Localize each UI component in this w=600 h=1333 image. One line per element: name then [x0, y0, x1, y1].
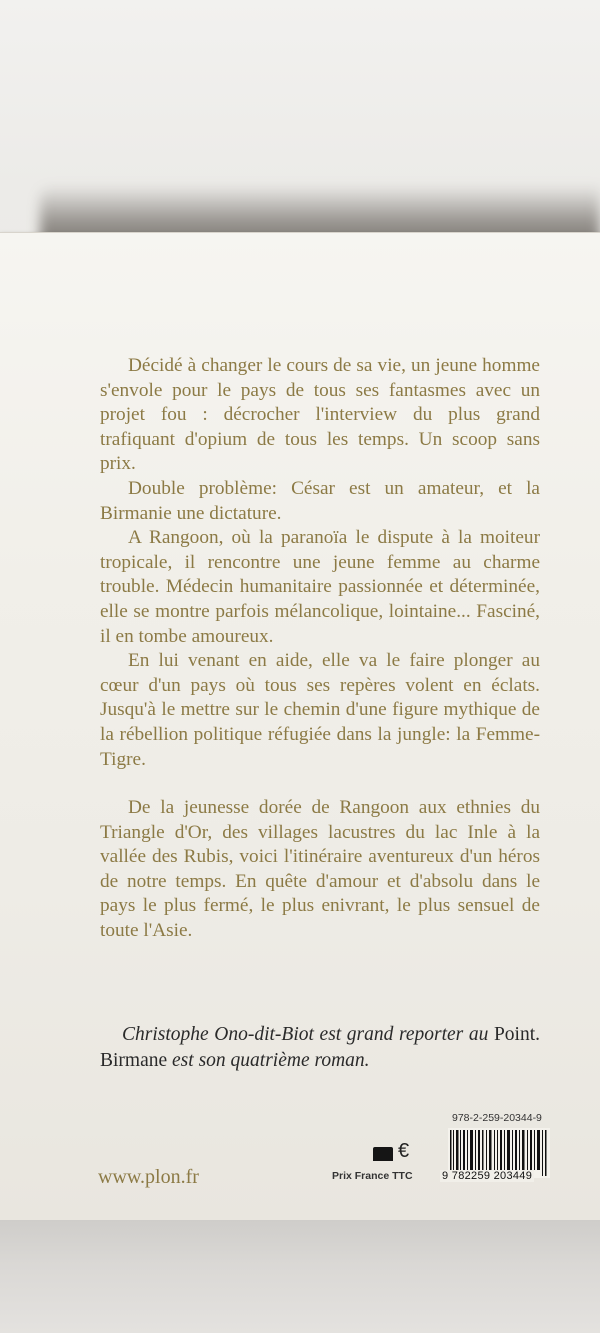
blurb-paragraph-1: Décidé à changer le cours de sa vie, un jeune homme s'envole pour le pays de tous ses fantasmes avec un projet fou : décrocher l'interview du plus grand trafiquant d'opium de tous les temps. Un scoop sans prix. [100, 355, 540, 475]
author-bio-paragraph [100, 1022, 540, 1073]
publication-name: Point [493, 1024, 536, 1045]
blurb-paragraph-2: Double problème: César est un amateur, et la Birmanie une dictature. [100, 477, 540, 524]
blurb-paragraph-4: En lui venant en aide, elle va le faire plonger au cœur d'un pays où tous ses repères volent en éclats. Jusqu'à le mettre sur le chemin d'une figure mythique de la rébellion politique réfugiée dans la jungle: la Femme-Tigre. [100, 650, 540, 770]
price-label: Prix France TTC [332, 1170, 413, 1182]
background-surface [0, 1220, 600, 1333]
bio-text-3: est son quatrième roman. [167, 1049, 370, 1071]
publisher-url: www.plon.fr [98, 1166, 199, 1188]
book-title: Birmane [100, 1049, 168, 1071]
author-bio [100, 1022, 540, 1073]
author-name: Christophe Ono-dit-Biot [122, 1024, 314, 1045]
bio-text-1: est grand reporter au [313, 1024, 494, 1045]
isbn-number: 978-2-259-20344-9 [452, 1112, 542, 1124]
bio-text-2: . [535, 1024, 541, 1045]
price-tag-icon [372, 1146, 394, 1162]
blurb-paragraph-3: A Rangoon, où la paranoïa le dispute à la moiteur tropicale, il rencontre une jeune femme au charme trouble. Médecin humanitaire passionnée et déterminée, elle se montre parfois mélancolique, lointaine... Fasciné, il en tombe amoureux. [100, 527, 540, 647]
blurb-paragraph-5: De la jeunesse dorée de Rangoon aux ethnies du Triangle d'Or, des villages lacustres du lac Inle à la vallée des Rubis, voici l'itinéraire aventureux d'un héros de notre temps. En quête d'amour et d'absolu dans le pays le plus fermé, le plus enivrant, le plus sensuel de toute l'Asie. [100, 797, 540, 942]
euro-symbol: € [398, 1140, 410, 1162]
barcode-number: 9 782259 203449 [442, 1170, 533, 1182]
blurb-text [100, 354, 540, 944]
